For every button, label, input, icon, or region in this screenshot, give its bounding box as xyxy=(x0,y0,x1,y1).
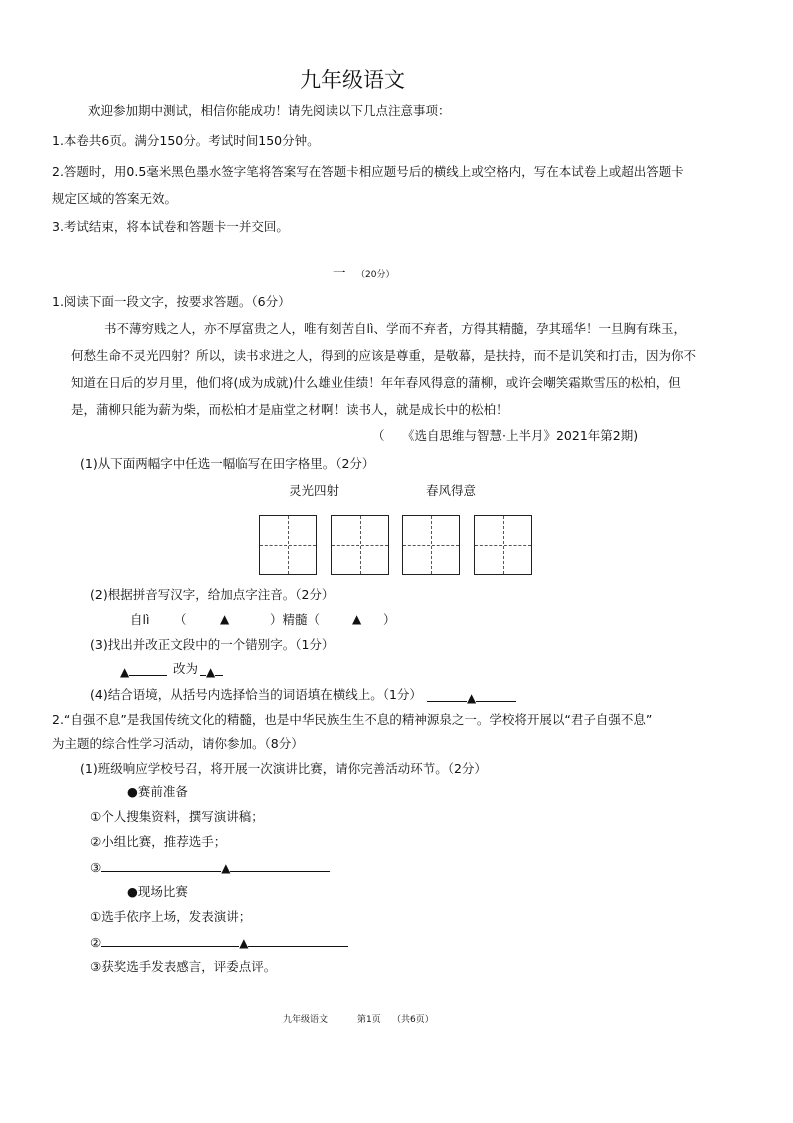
live-match-step-2[interactable]: ② ▲ xyxy=(90,934,348,951)
answer-blank[interactable] xyxy=(129,663,167,676)
note-2: 2.答题时，用0.5毫米黑色墨水签字笔将答案写在答题卡相应题号后的横线上或空格内，写在本试卷上或超出答题卡 xyxy=(52,164,684,179)
live-match-header: ●现场比赛 xyxy=(127,884,188,899)
passage-source: 《选自思维与智慧·上半月》2021年第2期) xyxy=(402,428,639,443)
tianzige-box-2[interactable] xyxy=(331,515,389,575)
q1-sub3: (3)找出并改正文段中的一个错别字。（1分） xyxy=(90,637,335,652)
pre-match-step-3[interactable]: ③ ▲ xyxy=(90,859,330,876)
live-match-step-3: ③获奖选手发表感言，评委点评。 xyxy=(90,959,277,974)
q1-sub3-answer-line[interactable] xyxy=(120,661,167,680)
passage-line-4: 是，蒲柳只能为薪为柴，而松柏才是庙堂之材啊！读书人，就是成长中的松柏！ xyxy=(71,402,509,417)
q1-sub2-pinyin: 自lì xyxy=(130,612,150,627)
passage-line-1: 书不薄穷贱之人，亦不厚富贵之人，唯有刻苦自lì、学而不弃者，方得其精髓，孕其瑶华！一旦胸有珠玉， xyxy=(104,321,686,336)
answer-blank[interactable] xyxy=(230,859,330,872)
q1-sub4-answer-line[interactable] xyxy=(427,687,516,706)
answer-blank[interactable] xyxy=(476,689,516,702)
pre-match-step-1: ①个人搜集资料，撰写演讲稿； xyxy=(90,809,264,824)
answer-blank[interactable] xyxy=(101,934,239,947)
q1-sub4: (4)结合语境，从括号内选择恰当的词语填在横线上。（1分） xyxy=(90,687,422,702)
section-score: （20分） xyxy=(356,270,395,280)
answer-blank[interactable] xyxy=(101,859,221,872)
calligraphy-word-2: 春风得意 xyxy=(426,483,477,498)
pre-match-step-2: ②小组比赛，推荐选手； xyxy=(90,834,227,849)
answer-blank[interactable] xyxy=(215,663,223,676)
intro-text: 欢迎参加期中测试，相信你能成功！请先阅读以下几点注意事项： xyxy=(88,103,451,118)
q1-sub2-close-paren: ） xyxy=(383,612,396,627)
pre-match-header: ●赛前准备 xyxy=(127,784,188,799)
footer-title: 九年级语文 xyxy=(283,1015,329,1025)
passage-line-3: 知道在日后的岁月里，他们将(成为成就)什么雄业佳绩！年年春风得意的蒲柳，或许会嘲笑霜欺雪压的松柏，但 xyxy=(71,375,681,390)
answer-blank[interactable] xyxy=(248,934,348,947)
note-1: 1.本卷共6页。满分150分。考试时间150分钟。 xyxy=(52,133,320,148)
answer-blank[interactable] xyxy=(427,689,467,702)
answer-marker: ▲ xyxy=(467,691,477,705)
answer-marker: ▲ xyxy=(221,861,231,875)
answer-marker: ▲ xyxy=(220,612,230,626)
live-match-step-1: ①选手依序上场，发表演讲； xyxy=(90,909,252,924)
q1-sub3-change-to: 改为 xyxy=(173,661,199,676)
q1-sub2: (2)根据拼音写汉字，给加点字注音。（2分） xyxy=(90,587,335,602)
note-3: 3.考试结束，将本试卷和答题卡一并交回。 xyxy=(52,219,289,234)
calligraphy-word-1: 灵光四射 xyxy=(289,483,340,498)
q2-stem: 2.“自强不息”是我国传统文化的精髓，也是中华民族生生不息的精神源泉之一。学校将开展以“君子自强不息” xyxy=(52,712,653,727)
passage-line-2: 何愁生命不灵光四射？所以，读书求进之人，得到的应该是尊重，是敬幕，是扶持，而不是讥笑和打击，因为你不 xyxy=(71,348,697,363)
tianzige-box-3[interactable] xyxy=(402,515,460,575)
tianzige-box-4[interactable] xyxy=(474,515,532,575)
q2-stem-cont: 为主题的综合性学习活动，请你参加。（8分） xyxy=(52,736,304,751)
q2-sub1: (1)班级响应学校号召，将开展一次演讲比赛，请你完善活动环节。（2分） xyxy=(80,761,487,776)
page-title: 九年级语文 xyxy=(300,68,405,92)
footer-total: （共6页） xyxy=(392,1015,434,1025)
answer-marker: ▲ xyxy=(120,665,130,679)
source-paren: （ xyxy=(372,428,385,443)
answer-marker: ▲ xyxy=(239,936,249,950)
q1-stem: 1.阅读下面一段文字，按要求答题。（6分） xyxy=(52,294,291,309)
q1-sub3-correct-blank[interactable] xyxy=(200,661,223,680)
answer-marker: ▲ xyxy=(352,612,362,626)
section-number: 一 xyxy=(333,265,346,280)
q1-sub1: (1)从下面两幅字中任选一幅临写在田字格里。（2分） xyxy=(80,456,375,471)
note-2-cont: 规定区域的答案无效。 xyxy=(52,191,178,206)
q1-sub2-jingsui: ）精髓（ xyxy=(270,612,321,627)
answer-marker: ▲ xyxy=(206,665,216,679)
tianzige-box-1[interactable] xyxy=(259,515,317,575)
q1-sub2-open-paren: （ xyxy=(174,612,187,627)
footer-page: 第1页 xyxy=(357,1015,381,1025)
